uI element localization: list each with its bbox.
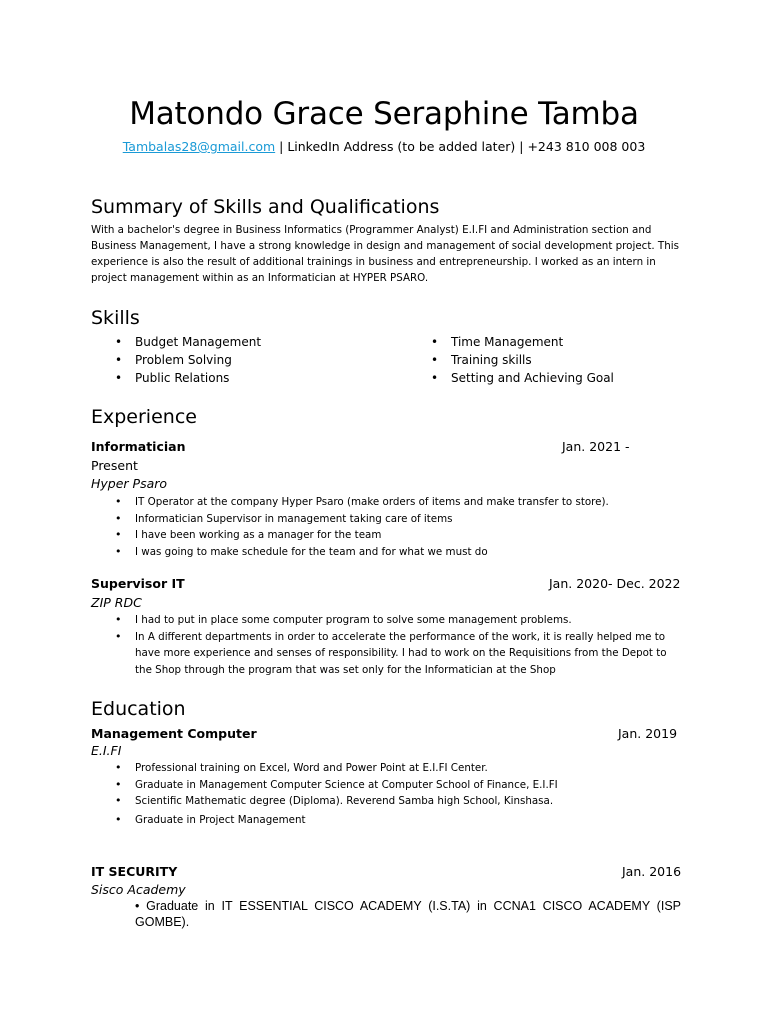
job-bullet: • IT Operator at the company Hyper Psaro (make orders of items and make transfer to store).: [91, 494, 671, 511]
job-bullets: [91, 494, 671, 560]
skill-item: • Setting and Achieving Goal: [407, 369, 614, 387]
summary-heading: Summary of Skills and Qualifications: [91, 196, 440, 218]
email-link[interactable]: Tambalas28@gmail.com: [122, 139, 276, 154]
contact-line: [0, 139, 768, 154]
skills-heading: Skills: [91, 307, 140, 329]
job-date: Jan. 2021 -: [562, 439, 630, 454]
education-date: Jan. 2019: [618, 726, 678, 741]
education-detail: • Graduate in IT ESSENTIAL CISCO ACADEMY (I.S.TA) in CCNA1 CISCO ACADEMY (ISP GOMBE).: [135, 899, 681, 929]
skills-list-left: [91, 333, 261, 387]
education-title: Management Computer: [91, 726, 257, 741]
skill-item: • Budget Management: [91, 333, 261, 351]
candidate-name: Matondo Grace Seraphine Tamba: [129, 96, 639, 132]
summary-text: With a bachelor's degree in Business Informatics (Programmer Analyst) E.I.FI and Administration section and Business Management, I have a strong knowledge in design and management of social development project. This experience is also the result of additional trainings in business and entrepreneurship. I worked as an intern in project management within as an Informatician at HYPER PSARO.: [91, 224, 679, 284]
job-title: Supervisor IT: [91, 576, 185, 591]
job-date-continued: Present: [91, 458, 138, 473]
education-institution: E.I.FI: [91, 743, 122, 758]
job-bullet: • I have been working as a manager for the team: [91, 527, 671, 544]
skill-item: • Public Relations: [91, 369, 261, 387]
education-heading: Education: [91, 698, 186, 720]
job-date: Jan. 2020- Dec. 2022: [549, 576, 681, 591]
job-bullets: [91, 612, 681, 678]
experience-heading: Experience: [91, 406, 197, 428]
contact-details: | LinkedIn Address (to be added later) | +243 810 008 003: [275, 139, 646, 154]
education-bullet: • Graduate in Management Computer Science at Computer School of Finance, E.I.FI: [91, 777, 671, 794]
education-date: Jan. 2016: [622, 864, 682, 879]
job-title: Informatician: [91, 439, 186, 454]
skill-item: • Problem Solving: [91, 351, 261, 369]
education-bullet: • Scientific Mathematic degree (Diploma). Reverend Samba high School, Kinshasa.: [91, 793, 671, 810]
job-bullet: • I had to put in place some computer program to solve some management problems.: [91, 612, 681, 629]
job-organization: Hyper Psaro: [91, 476, 168, 491]
job-bullet: • Informatician Supervisor in management taking care of items: [91, 511, 671, 528]
job-bullet: • In A different departments in order to accelerate the performance of the work, it is really helped me to have more experience and senses of responsibility. I had to work on the Requisitions from the Depot to the Shop through the program that was set only for the Informatician at the Shop: [91, 629, 681, 679]
job-bullet: • I was going to make schedule for the team and for what we must do: [91, 544, 671, 561]
education-bullet: • Graduate in Project Management: [91, 812, 671, 829]
skill-item: • Time Management: [407, 333, 614, 351]
education-bullets: [91, 760, 671, 828]
education-bullet: • Professional training on Excel, Word and Power Point at E.I.FI Center.: [91, 760, 671, 777]
job-organization: ZIP RDC: [91, 595, 142, 610]
education-title: IT SECURITY: [91, 864, 178, 879]
skills-list-right: [407, 333, 614, 387]
skill-item: • Training skills: [407, 351, 614, 369]
education-institution: Sisco Academy: [91, 882, 186, 897]
